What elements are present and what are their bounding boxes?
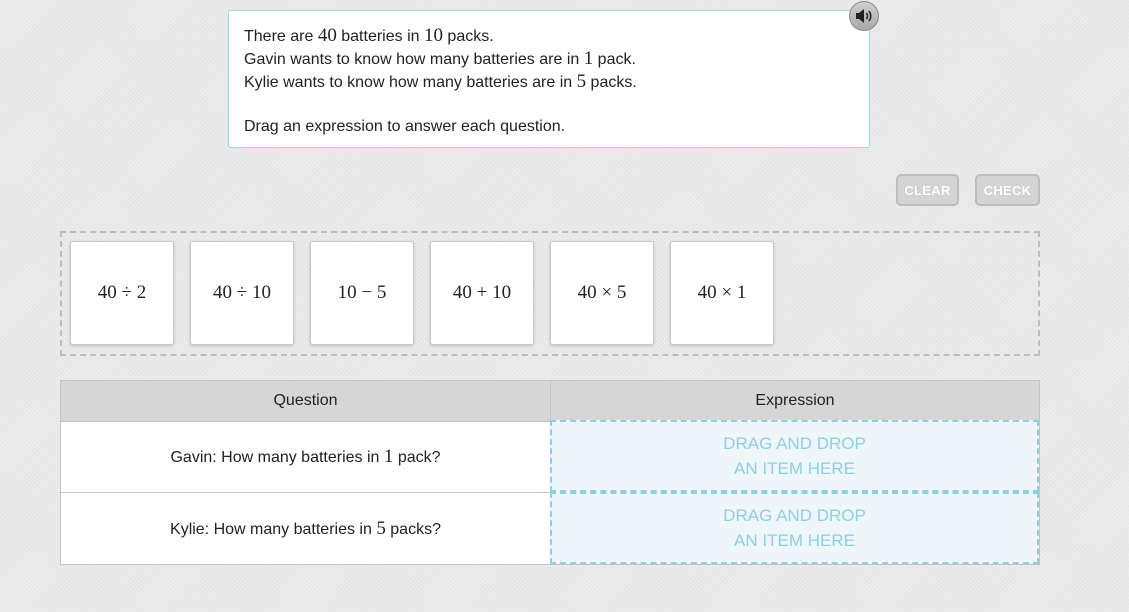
check-button[interactable]: CHECK [975,174,1040,206]
tile-expression: 40 × 1 [697,282,747,303]
drop-zone[interactable] [550,420,1039,492]
expression-tile[interactable] [430,241,534,345]
tile-expression: 40 ÷ 10 [213,282,271,303]
expression-tile[interactable] [190,241,294,345]
question-cell [61,421,551,493]
prompt-number: 5 [576,71,587,92]
prompt-text: pack. [593,51,636,68]
question-text: Kylie: How many batteries in [170,520,377,538]
prompt-number: 40 [317,25,337,46]
speaker-icon [855,8,873,24]
question-cell [61,493,551,564]
tile-expression: 10 − 5 [337,282,387,303]
prompt-instruction: Drag an expression to answer each question. [244,118,566,135]
expression-tile[interactable] [670,241,774,345]
prompt-text: packs. [442,28,494,45]
answer-table [60,380,1040,565]
column-header-question: Question [61,381,551,421]
tile-expression: 40 + 10 [452,282,512,303]
prompt-number: 10 [423,25,443,46]
drop-zone-hint: DRAG AND DROP [723,506,866,525]
prompt-text: Kylie wants to know how many batteries are in [244,74,577,91]
drop-zone[interactable] [550,492,1039,564]
tile-expression: 40 ÷ 2 [97,282,147,303]
prompt-line-3 [244,71,854,94]
question-prompt [228,10,870,148]
drop-zone-hint: AN ITEM HERE [734,459,855,478]
expression-tile[interactable] [550,241,654,345]
expression-tile[interactable] [70,241,174,345]
prompt-text: Gavin wants to know how many batteries are in [244,51,584,68]
prompt-text: There are [244,28,318,45]
question-number: 5 [376,517,386,539]
audio-button[interactable] [849,1,879,31]
prompt-text: batteries in [336,28,424,45]
prompt-text: packs. [586,74,637,91]
question-text: pack? [393,448,441,466]
drop-zone-hint: AN ITEM HERE [734,531,855,550]
table-header [61,381,1039,422]
clear-button[interactable]: CLEAR [896,174,959,206]
prompt-number: 1 [583,48,594,69]
tile-expression: 40 × 5 [577,282,627,303]
question-text: packs? [385,520,441,538]
prompt-line-2 [244,48,854,71]
prompt-line-1 [244,25,854,48]
drop-zone-hint: DRAG AND DROP [723,434,866,453]
column-header-expression: Expression [755,392,835,409]
expression-tile[interactable] [310,241,414,345]
question-text: Gavin: How many batteries in [170,448,384,466]
question-number: 1 [383,445,394,467]
